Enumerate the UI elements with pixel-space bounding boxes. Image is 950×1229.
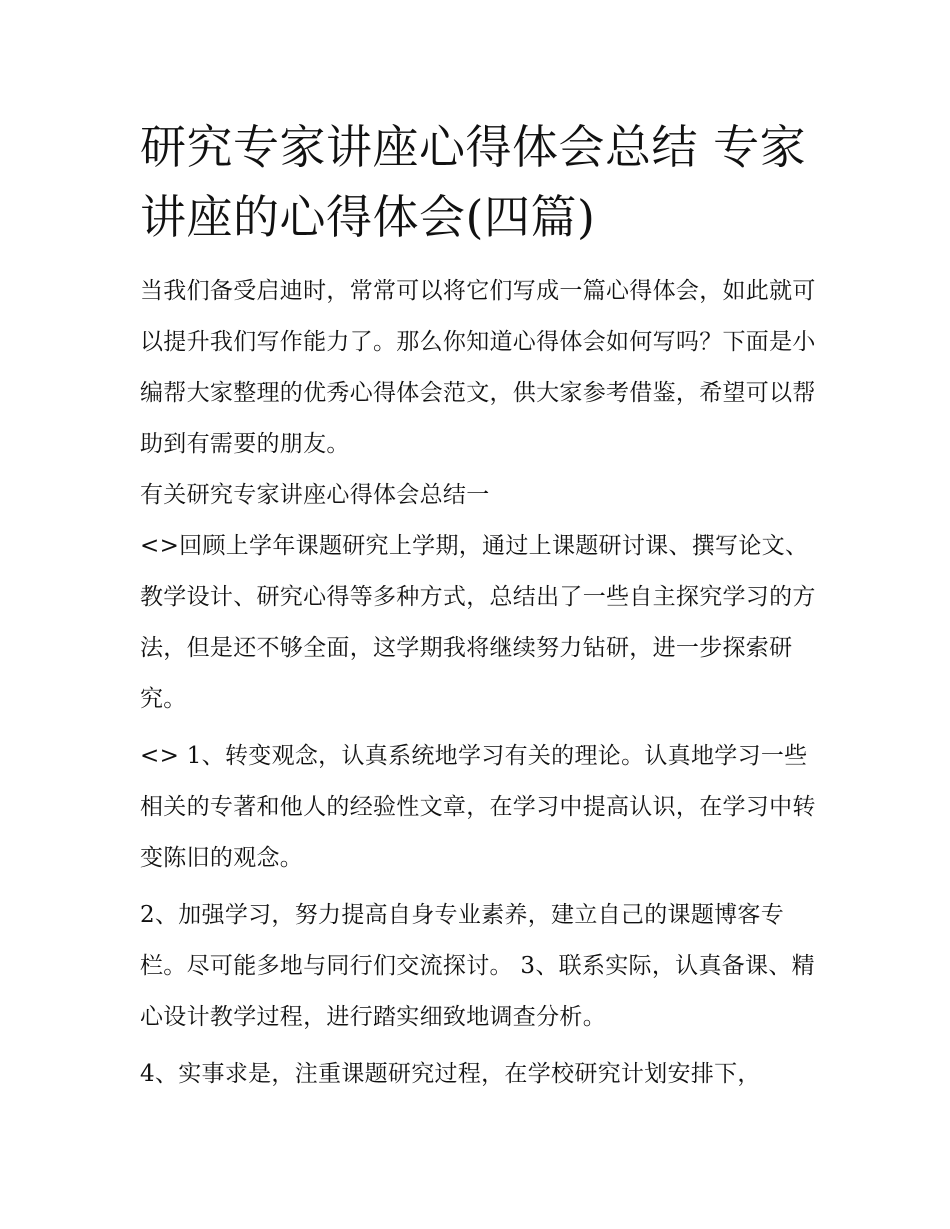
paragraph-item-2-3: 2、加强学习，努力提高自身专业素养，建立自己的课题博客专栏。尽可能多地与同行们交流探讨。 3、联系实际，认真备课、精心设计教学过程，进行踏实细致地调查分析。 xyxy=(140,902,815,1030)
paragraph-item-4: 4、实事求是，注重课题研究过程，在学校研究计划安排下， xyxy=(140,1061,761,1087)
section-heading: 有关研究专家讲座心得体会总结一 xyxy=(140,482,490,508)
paragraph-intro: 当我们备受启迪时，常常可以将它们写成一篇心得体会，如此就可以提升我们写作能力了。那么你知道心得体会如何写吗？下面是小编帮大家整理的优秀心得体会范文，供大家参考借鉴，希望可以帮助到有需要的朋友。 xyxy=(140,278,816,457)
paragraph-item-1: <> 1、转变观念，认真系统地学习有关的理论。认真地学习一些相关的专著和他人的经验性文章，在学习中提高认识，在学习中转变陈旧的观念。 xyxy=(140,743,816,871)
document-page xyxy=(140,112,820,1100)
paragraph-review: <>回顾上学年课题研究上学期，通过上课题研讨课、撰写论文、教学设计、研究心得等多种方式，总结出了一些自主探究学习的方法，但是还不够全面，这学期我将继续努力钻研，进一步探索研究。 xyxy=(140,533,816,712)
document-title: 研究专家讲座心得体会总结 专家讲座的心得体会(四篇) xyxy=(140,120,807,244)
